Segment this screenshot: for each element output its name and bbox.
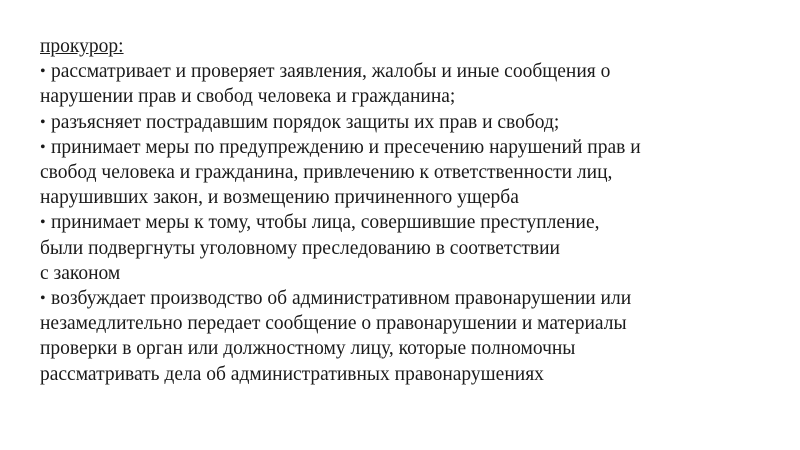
list-item-line: рассматривать дела об административных правонарушениях xyxy=(40,363,544,385)
bullet-icon: • xyxy=(40,214,46,232)
list-item xyxy=(40,135,780,211)
list-item-line: разъясняет пострадавшим порядок защиты их прав и свобод; xyxy=(51,111,560,133)
list-item-line: принимает меры к тому, чтобы лица, совершившие преступление, xyxy=(51,212,600,234)
slide-heading: прокурор: xyxy=(40,36,124,57)
bullet-icon: • xyxy=(40,290,46,308)
list-item xyxy=(40,210,780,286)
list-item-line: были подвергнуты уголовному преследованию в соответствии xyxy=(40,237,560,259)
slide-content xyxy=(40,34,780,387)
list-item-line: нарушении прав и свобод человека и гражданина; xyxy=(40,86,456,108)
list-item-line: свобод человека и гражданина, привлечению к ответственности лиц, xyxy=(40,162,613,184)
bullet-icon: • xyxy=(40,138,46,156)
list-item-line: возбуждает производство об административном правонарушении или xyxy=(51,288,632,310)
list-item-line: нарушивших закон, и возмещению причиненного ущерба xyxy=(40,187,519,209)
bullet-icon: • xyxy=(40,113,46,131)
list-item xyxy=(40,110,780,135)
list-item-line: принимает меры по предупреждению и пресечению нарушений прав и xyxy=(51,136,641,158)
list-item xyxy=(40,286,780,387)
duties-list xyxy=(40,59,780,387)
list-item-line: с законом xyxy=(40,262,121,284)
bullet-icon: • xyxy=(40,63,46,81)
list-item xyxy=(40,59,780,109)
list-item-line: незамедлительно передает сообщение о правонарушении и материалы xyxy=(40,313,627,335)
list-item-line: рассматривает и проверяет заявления, жалобы и иные сообщения о xyxy=(51,61,611,83)
list-item-line: проверки в орган или должностному лицу, которые полномочны xyxy=(40,338,576,360)
